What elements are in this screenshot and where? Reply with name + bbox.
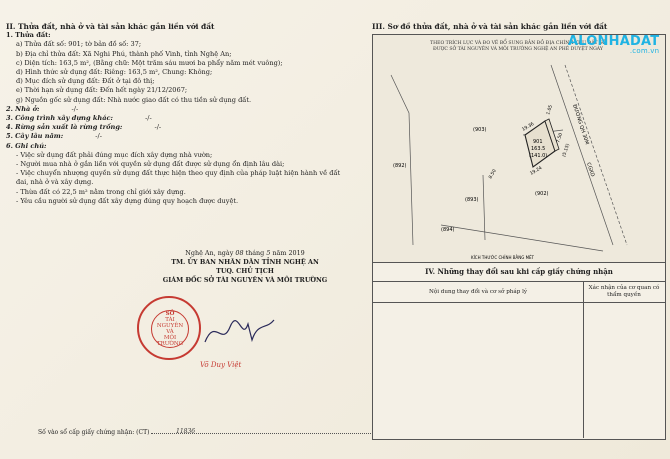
edge-length: 7.50 <box>556 132 565 144</box>
house-row <box>6 105 364 114</box>
parcel-diagram <box>373 35 665 267</box>
land-heading: 1. Thửa đất: <box>6 31 51 40</box>
land-line: e) Thời hạn sử dụng đất: Đến hết ngày 21/12/2067; <box>16 86 188 95</box>
seal-text: MÔI TRƯỜNG <box>156 335 184 347</box>
watermark-domain: .com.vn <box>629 47 660 55</box>
parcel-area-2: (141.0) <box>529 153 548 159</box>
seal-text: TÀI NGUYÊN <box>156 317 184 329</box>
note-line: - Yêu cầu người sử dụng đất xây dựng đúng quy hoạch được duyệt. <box>16 196 239 205</box>
seal-text: SỞ <box>165 311 175 317</box>
forest-row <box>6 123 364 132</box>
perennial-label: 5. Cây lâu năm: <box>6 132 64 141</box>
seal-text: VÀ <box>166 329 174 335</box>
road-label-2: CGXD <box>585 161 596 178</box>
handwritten-signature <box>200 312 280 352</box>
construction-label: 3. Công trình xây dựng khác: <box>6 114 113 123</box>
sign-month: 5 <box>266 249 271 257</box>
serial-value: 11836 <box>176 428 196 435</box>
house-label: 2. Nhà ở: <box>6 104 40 113</box>
construction-row <box>6 114 364 123</box>
map-note-line: ĐƯỢC SỞ TÀI NGUYÊN VÀ MÔI TRƯỜNG NGHỆ AN PHÊ DUYỆT NGÀY <box>433 47 603 52</box>
neighbor-label: (892) <box>393 163 407 169</box>
land-line: d) Hình thức sử dụng đất: Riêng: 163,5 m², Chung: Không; <box>16 68 213 77</box>
edge-length: (5.15) <box>562 143 572 158</box>
perennial-value: -/- <box>95 132 102 141</box>
house-value: -/- <box>71 104 79 113</box>
map-note-line: THEO TRÍCH LỤC VÀ ĐO VẼ BỔ SUNG BẢN ĐỒ ĐỊA CHÍNH KHU ĐẤT SỐ <box>430 41 606 46</box>
signer-name: Võ Duy Việt <box>200 361 242 369</box>
watermark-brand: ALONHADAT <box>568 34 660 49</box>
edge-length: 8.50 <box>488 168 498 180</box>
official-seal <box>137 296 201 360</box>
sign-month-label: tháng <box>245 249 265 257</box>
changes-title: IV. Những thay đổi sau khi cấp giấy chứng nhận <box>425 267 613 276</box>
land-line: g) Nguồn gốc sử dụng đất: Nhà nước giao đất có thu tiền sử dụng đất. <box>16 95 252 104</box>
note-line: - Thừa đất có 22,5 m² nằm trong chỉ giới xây dựng. <box>16 187 186 196</box>
land-line: c) Diện tích: 163,5 m², (Bằng chữ: Một trăm sáu mươi ba phẩy năm mét vuông); <box>16 58 283 67</box>
sign-date <box>130 249 360 258</box>
changes-col-content: Nội dung thay đổi và cơ sở pháp lý <box>373 281 584 303</box>
parcel-map <box>372 34 666 268</box>
edge-length: 19.24 <box>529 165 544 177</box>
forest-label: 4. Rừng sản xuất là rừng trồng: <box>6 123 123 132</box>
note-line: - Người mua nhà ở gắn liền với quyền sử dụng đất được sử dụng ổn định lâu dài; <box>16 160 285 169</box>
notes-heading: 6. Ghi chú: <box>6 141 47 150</box>
changes-table <box>372 262 666 440</box>
changes-col-confirmation: Xác nhận của cơ quan có thẩm quyền <box>583 281 665 303</box>
map-scale-note: KÍCH THƯỚC CHỈNH BẰNG MÉT <box>471 255 534 260</box>
changes-divider <box>583 301 584 438</box>
sign-year: năm 2019 <box>272 249 305 257</box>
serial-number-row <box>38 429 391 436</box>
edge-length: 19.36 <box>521 121 536 133</box>
sign-place: Nghệ An, <box>185 249 216 257</box>
neighbor-label: (894) <box>441 227 455 233</box>
sign-title: GIÁM ĐỐC SỞ TÀI NGUYÊN VÀ MÔI TRƯỜNG <box>162 276 328 284</box>
neighbor-label: (902) <box>535 191 549 197</box>
signature-block <box>130 249 360 285</box>
note-line: đai, nhà ở và xây dựng. <box>16 178 94 187</box>
watermark-logo <box>568 34 659 55</box>
map-section <box>372 22 664 440</box>
parcel-number: 901 <box>533 139 543 145</box>
land-line: a) Thửa đất số: 901; tờ bản đồ số: 37; <box>16 40 142 49</box>
parcel-area: 163.5 <box>531 146 546 152</box>
section-title-land: II. Thửa đất, nhà ở và tài sản khác gắn liền với đất <box>6 22 215 31</box>
sign-role: TUQ. CHỦ TỊCH <box>216 267 274 275</box>
land-info-section <box>6 22 364 442</box>
neighbor-label: (893) <box>465 197 479 203</box>
seal-center <box>151 310 189 348</box>
note-line: - Việc sử dụng đất phải đúng mục đích xây dựng nhà vườn; <box>16 150 213 159</box>
forest-value: -/- <box>154 123 162 132</box>
neighbor-label: (903) <box>473 127 487 133</box>
sign-day: 08 <box>235 249 244 257</box>
note-line: - Việc chuyển nhượng quyền sử dụng đất thực hiện theo quy định của pháp luật hiện hành về đất <box>16 169 341 178</box>
road-label: ĐƯỜNG QH 30M <box>571 103 590 146</box>
edge-length: 1.05 <box>546 104 555 116</box>
sign-authority: TM. ỦY BAN NHÂN DÂN TỈNH NGHỆ AN <box>171 258 319 266</box>
land-line: b) Địa chỉ thửa đất: Xã Nghi Phú, thành phố Vinh, tỉnh Nghệ An; <box>16 49 232 58</box>
construction-value: -/- <box>145 114 152 123</box>
perennial-row <box>6 132 364 141</box>
sign-day-label: ngày <box>217 249 234 257</box>
land-line: đ) Mục đích sử dụng đất: Đất ở tại đô thị; <box>16 77 155 86</box>
serial-label: Số vào sổ cấp giấy chứng nhận: (CT) <box>38 429 150 436</box>
section-title-map: III. Sơ đồ thửa đất, nhà ở và tài sản khác gắn liền với đất <box>372 22 608 31</box>
